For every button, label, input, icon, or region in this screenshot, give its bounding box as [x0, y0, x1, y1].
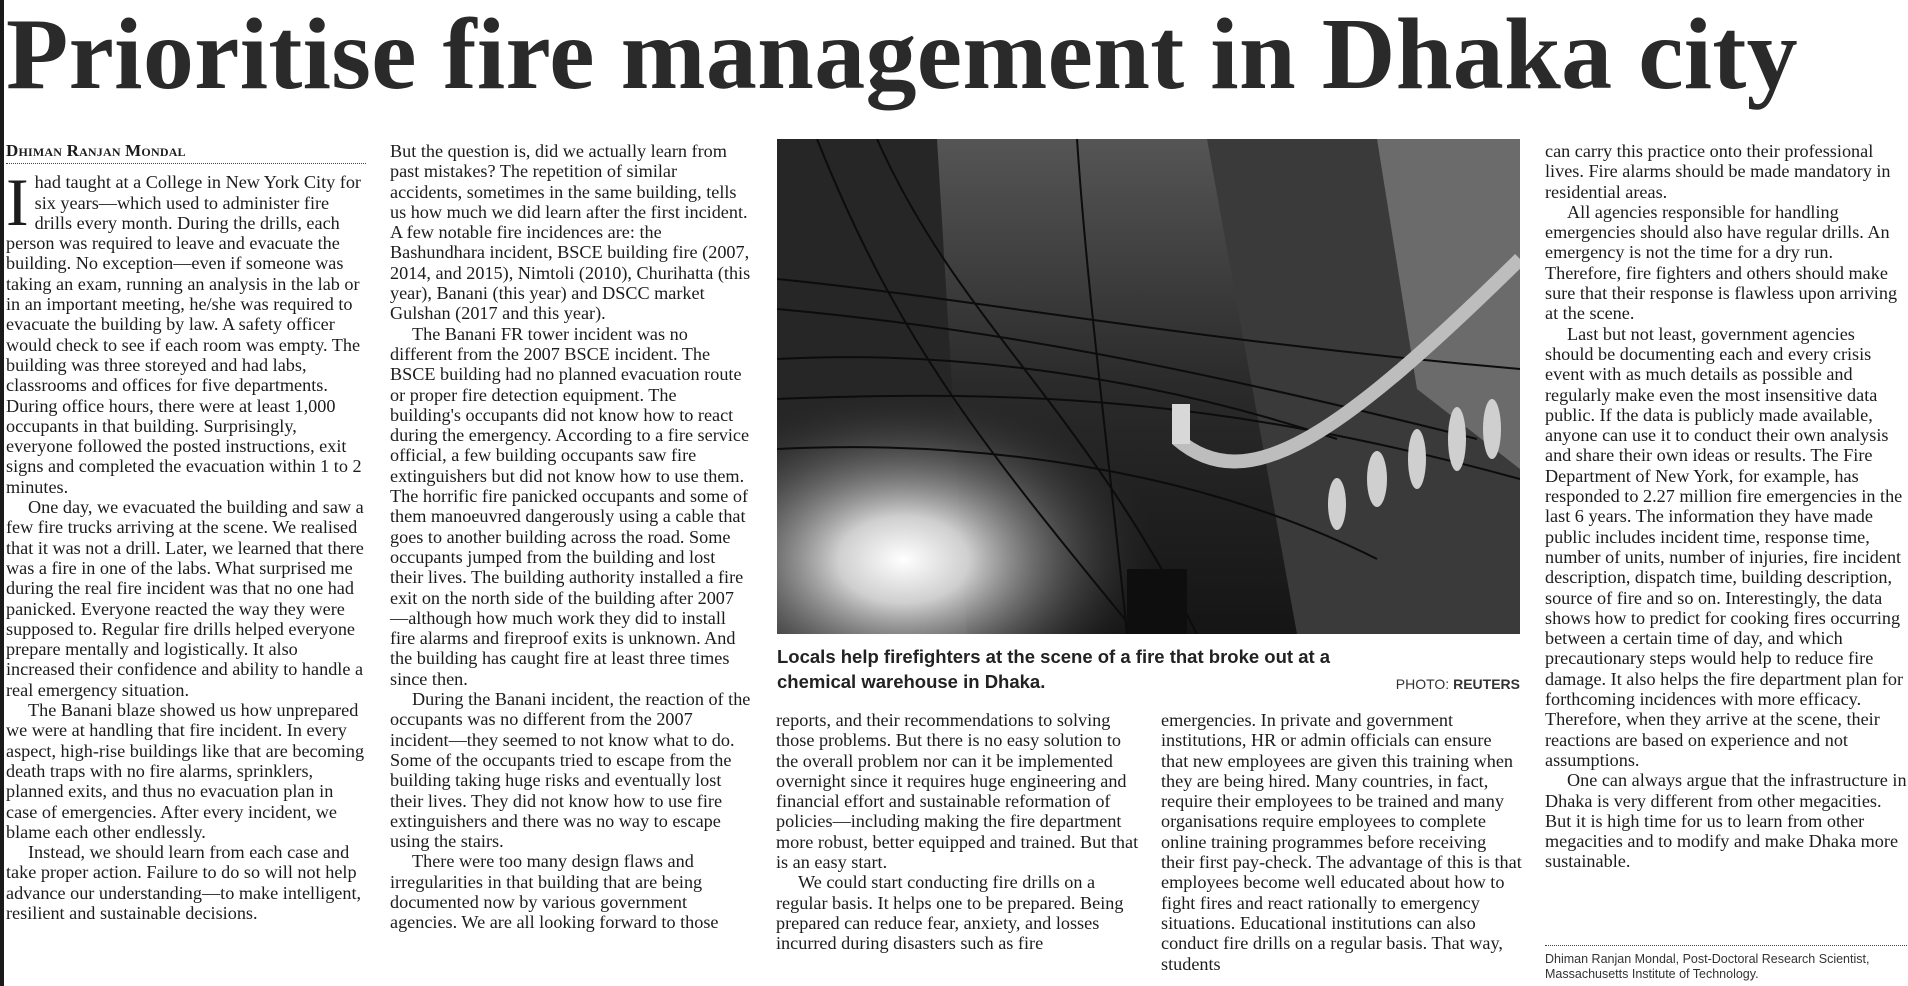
photo-credit-prefix: PHOTO:	[1395, 676, 1454, 692]
drop-cap: I	[6, 164, 29, 241]
paragraph: Instead, we should learn from each case and take proper action. Failure to do so will not help advance our understanding—to make intelligent, resilient and sustainable decisions.	[6, 842, 362, 923]
headline: Prioritise fire management in Dhaka city	[6, 0, 1798, 111]
paragraph: emergencies. In private and government institutions, HR or admin officials can ensure that new employees are given this training when they are being hired. Many countries, in fact, require their employees to be trained and many organisations require employees to complete online training programmes before receiving their first pay-check. The advantage of this is that employees become well educated about how to fight fires and react rationally to emergency situations. Educational institutions can also conduct fire drills on a regular basis. That way, students	[1161, 710, 1522, 974]
news-photo	[777, 139, 1520, 634]
paragraph	[6, 164, 366, 497]
photo-caption: Locals help firefighters at the scene of a fire that broke out at a chemical warehouse in Dhaka.	[777, 646, 1331, 692]
paragraph: One can always argue that the infrastructure in Dhaka is very different from other megacities. But it is high time for us to learn from other megacities and to modify and make Dhaka more sustainable.	[1545, 770, 1907, 872]
paragraph: We could start conducting fire drills on a regular basis. It helps one to be prepared. Being prepared can reduce fear, anxiety, and losses incurred during disasters such as fire	[776, 872, 1124, 954]
column-4	[1161, 710, 1523, 974]
page-edge-rule	[0, 0, 4, 986]
photo-credit	[1396, 676, 1520, 692]
paragraph: can carry this practice onto their professional lives. Fire alarms should be made mandatory in residential areas.	[1545, 141, 1891, 202]
byline: Dhiman Ranjan Mondal	[6, 141, 366, 164]
paragraph: One day, we evacuated the building and saw a few fire trucks arriving at the scene. We realised that it was not a drill. Later, we learned that there was a fire in one of the labs. What surprised me during the real fire incident was that no one had panicked. Everyone reacted the way they were supposed to. Regular fire drills helped everyone prepare mentally and logistically. It also increased their confidence and ability to handle a real emergency situation.	[6, 497, 364, 700]
paragraph: reports, and their recommendations to solving those problems. But there is no easy solution to the overall problem nor can it be implemented overnight since it requires huge engineering and financial effort and sustainable reformation of policies—including making the fire department more robust, better equipped and trained. But that is an easy start.	[776, 710, 1139, 873]
paragraph: The Banani FR tower incident was no different from the 2007 BSCE incident. The BSCE building had no planned evacuation route or proper fire detection equipment. The building's occupants did not know how to react during the emergency. According to a fire service official, a few building occupants saw fire extinguishers but did not know how to use them. The horrific fire panicked occupants and some of them manoeuvred dangerously using a cable that goes to another building across the road. Some occupants jumped from the building and lost their lives. The building authority installed a fire exit on the north side of the building after 2007—although how much work they did to install fire alarms and fireproof exits is unknown. And the building has caught fire at least three times since then.	[390, 323, 750, 689]
author-note: Dhiman Ranjan Mondal, Post-Doctoral Research Scientist, Massachusetts Institute of Technology.	[1545, 945, 1907, 982]
paragraph: During the Banani incident, the reaction of the occupants was no different from the 2007 incident—they seemed to not know what to do. Some of the occupants tried to escape from the building taking huge risks and eventually lost their lives. They did not know how to use fire extinguishers and there was no way to escape using the stairs.	[390, 689, 751, 852]
paragraph: Last but not least, government agencies should be documenting each and every crisis event with as much details as possible and regularly make even the most insensitive data public. If the data is publicly made available, anyone can use it to conduct their own analysis and share their own ideas or results. The Fire Department of New York, for example, has responded to 2.27 million fire emergencies in the last 6 years. The information they have made public includes incident time, response time, number of units, number of injuries, fire incident description, dispatch time, building description, source of fire and so on. Interestingly, the data shows how to predict for cooking fires occurring between a certain time of day, and which precautionary steps would help to reduce fire damage. It also helps the fire department plan for forthcoming incidences with more efficacy. Therefore, when they arrive at the scene, their reactions are based on experience and not assumptions.	[1545, 323, 1904, 770]
column-5	[1545, 141, 1907, 872]
column-3	[776, 710, 1141, 954]
paragraph: The Banani blaze showed us how unprepared we were at handling that fire incident. In every aspect, high-rise buildings like that are becoming death traps with no fire alarms, sprinklers, planned exits, and thus no evacuation plan in case of emergencies. After every incident, we blame each other endlessly.	[6, 700, 365, 842]
column-2	[390, 141, 751, 933]
paragraph-text: had taught at a College in New York City for six years—which used to administer fire drills every month. During the drills, each person was required to leave and evacuate the building. No exception—even if someone was taking an exam, running an analysis in the lab or in an important meeting, he/she was required to evacuate the building by law. A safety officer would check to see if each room was empty. The building was three storeyed and had labs, classrooms and offices for five departments. During office hours, there were at least 1,000 occupants in that building. Surprisingly, everyone followed the posted instructions, exit signs and completed the evacuation within 1 to 2 minutes.	[6, 172, 362, 497]
paragraph: All agencies responsible for handling emergencies should also have regular drills. An emergency is not the time for a dry run. Therefore, fire fighters and others should make sure that their response is flawless upon arriving at the scene.	[1545, 201, 1898, 324]
fire-scene-image	[777, 139, 1520, 634]
photo-credit-source: REUTERS	[1453, 676, 1520, 692]
paragraph: There were too many design flaws and irregularities in that building that are being documented now by various government agencies. We are all looking forward to those	[390, 851, 719, 933]
column-1	[6, 141, 366, 923]
paragraph: But the question is, did we actually learn from past mistakes? The repetition of similar accidents, sometimes in the same building, tells us how much we did learn after the first incident. A few notable fire incidences are: the Bashundhara incident, BSCE building fire (2007, 2014, and 2015), Nimtoli (2010), Churihatta (this year), Banani (this year) and DSCC market Gulshan (2017 and this year).	[390, 141, 751, 324]
